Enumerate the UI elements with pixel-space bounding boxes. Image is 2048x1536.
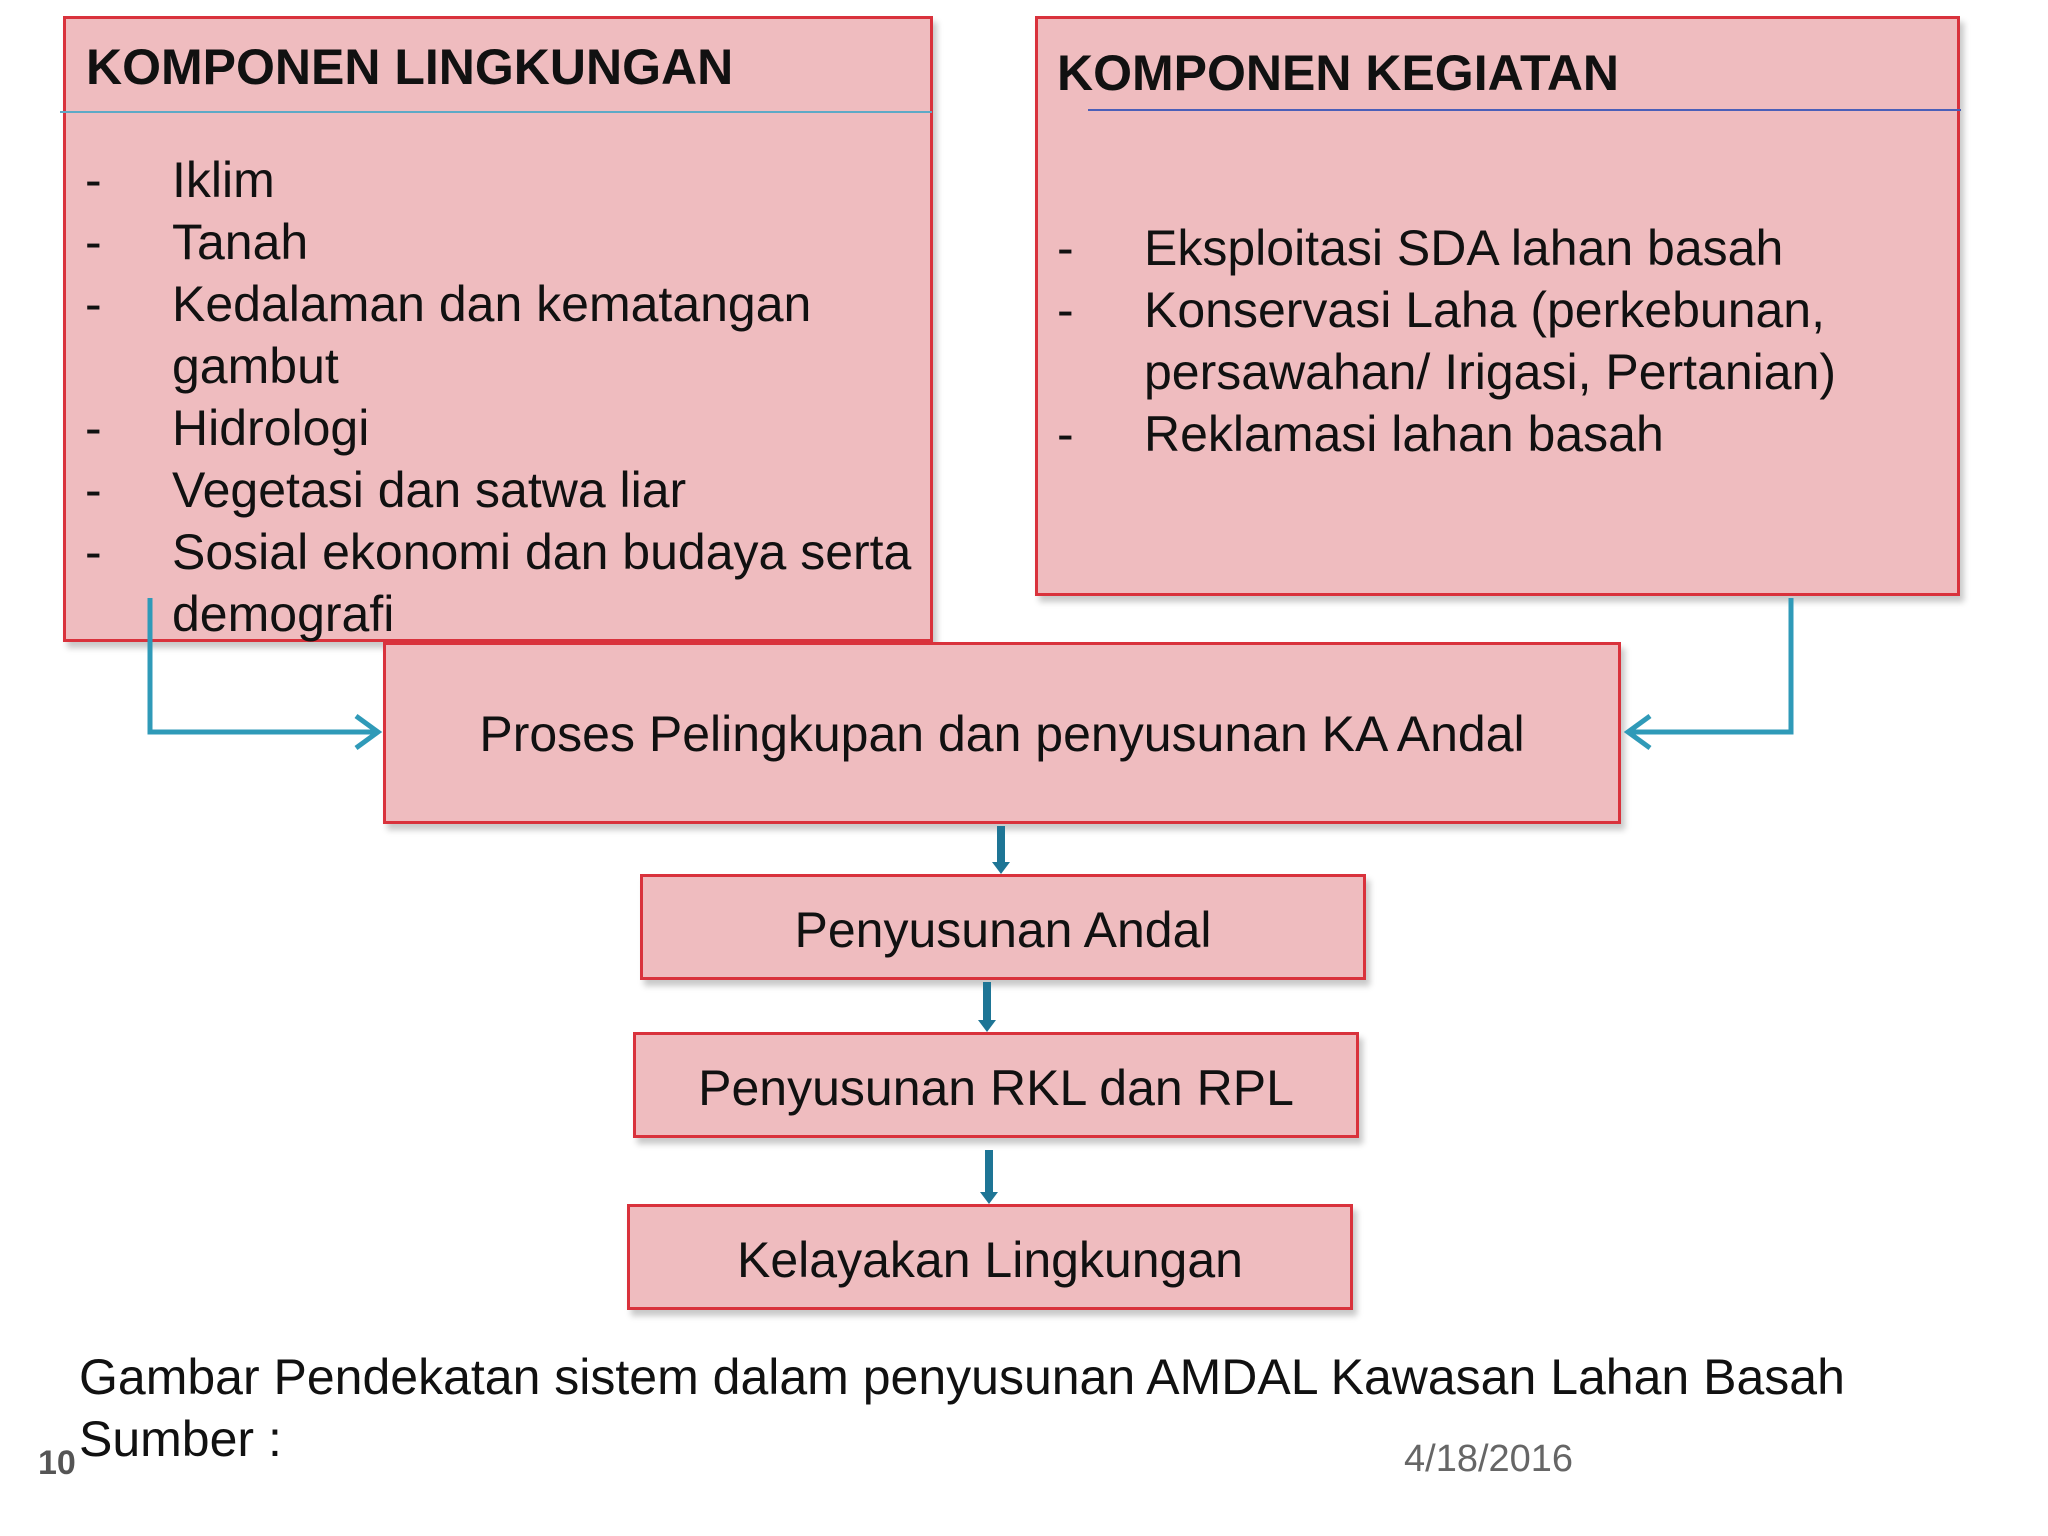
down-arrow-2	[978, 982, 996, 1032]
environment-heading-divider	[60, 111, 932, 113]
list-item: - Eksploitasi SDA lahan basah	[1057, 220, 1784, 276]
list-item: - Vegetasi dan satwa liar	[85, 462, 687, 518]
list-item: - Sosial ekonomi dan budaya serta demografi	[85, 524, 912, 642]
list-item: - Kedalaman dan kematangan gambut	[85, 276, 812, 394]
activity-heading-divider	[1088, 109, 1961, 111]
down-arrow-1	[992, 826, 1010, 874]
environment-heading: KOMPONEN LINGKUNGAN	[86, 39, 734, 95]
slide-date: 4/18/2016	[1404, 1438, 1574, 1480]
environment-list	[85, 149, 912, 645]
activity-list	[1057, 217, 1877, 465]
list-item: - Konservasi Laha (perkebunan, persawahan/ Irigasi, Pertanian)	[1057, 282, 1837, 400]
activity-heading: KOMPONEN KEGIATAN	[1057, 45, 1620, 101]
figure-caption: Gambar Pendekatan sistem dalam penyusunan AMDAL Kawasan Lahan Basah	[79, 1349, 1845, 1405]
scoping-process-box	[383, 642, 1621, 824]
feasibility-box	[627, 1204, 1353, 1310]
rkl-rpl-box	[633, 1032, 1359, 1138]
activity-component-box	[1035, 16, 1960, 596]
scoping-process-label: Proses Pelingkupan dan penyusunan KA Andal	[479, 706, 1525, 762]
list-item: - Hidrologi	[85, 400, 370, 456]
source-label: Sumber :	[79, 1411, 282, 1467]
down-arrow-3	[980, 1150, 998, 1204]
left-connector-arrowhead	[356, 716, 378, 748]
environment-component-box	[63, 16, 933, 642]
list-item: - Reklamasi lahan basah	[1057, 406, 1664, 462]
right-connector-arrowhead	[1628, 716, 1650, 748]
rkl-rpl-label: Penyusunan RKL dan RPL	[698, 1060, 1294, 1116]
list-item: - Iklim	[85, 152, 275, 208]
andal-label: Penyusunan Andal	[794, 902, 1212, 958]
list-item: - Tanah	[85, 214, 309, 270]
andal-box	[640, 874, 1366, 980]
slide-number: 10	[38, 1444, 76, 1482]
right-connector-line	[1630, 598, 1791, 732]
feasibility-label: Kelayakan Lingkungan	[737, 1232, 1243, 1288]
